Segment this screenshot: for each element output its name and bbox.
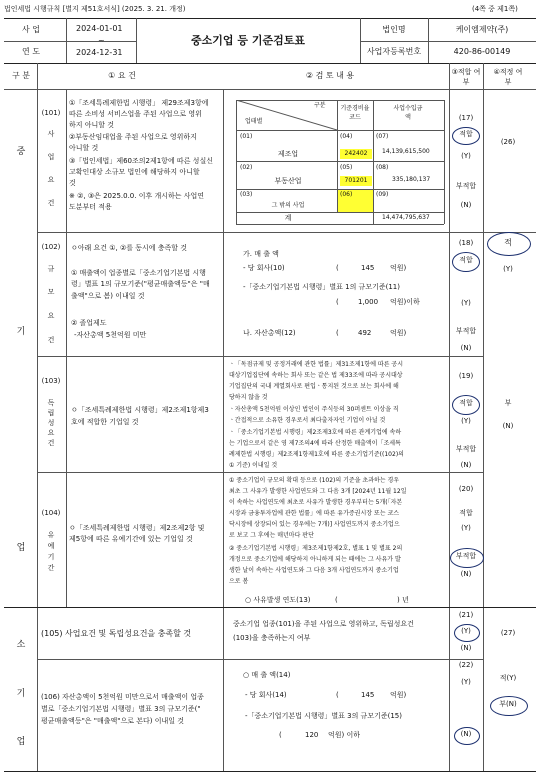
- side-label: 기: [16, 689, 26, 699]
- requirement-line: ㅇ「조세특례제한법 시행령」제2조제1항제3: [71, 406, 209, 414]
- review-line: 닥시장에 상장되어 있는 경우에는 7개)] 사업연도까지 중소기업으: [229, 521, 400, 528]
- fit-number: (17): [458, 114, 474, 122]
- review-line: ① 중소기업이 규모의 확대 등으로 (102)의 기준을 초과하는 경우: [229, 477, 400, 484]
- company-revenue: 145: [361, 691, 375, 699]
- fit-no: (N): [460, 644, 472, 652]
- row-title: 업: [47, 153, 55, 161]
- row-title: 모: [47, 288, 55, 296]
- row-title: 간: [47, 564, 55, 572]
- col-header-category: 구 분: [12, 71, 30, 80]
- row-title: 독: [47, 399, 55, 407]
- standard-label: -「중소기업기본법 시행령」별표 1의 규모기준(11): [243, 283, 400, 291]
- col-header-adequacy: ④적정 여부: [493, 68, 523, 86]
- requirement-line: 호에 적합한 기업일 것: [71, 418, 139, 426]
- border: [449, 63, 450, 771]
- border: [428, 18, 429, 63]
- row-number: (104): [41, 509, 61, 517]
- border: [444, 100, 445, 224]
- review-line: 기업집단의 국내 계열회사로 편입ㆍ통지된 것으로 보는 회사에 해: [229, 383, 399, 390]
- table-header-code: 기준경비율코드: [340, 105, 370, 121]
- row-number: (102): [41, 243, 61, 251]
- unit: ) 년: [397, 596, 409, 604]
- standard-label: -「중소기업기본법 시행령」별표 3의 규모기준(15): [245, 712, 402, 720]
- review-line: ② 중소기업기본법 시행령」제3조제1항제2호, 별표 1 및 별표 2의: [229, 545, 403, 552]
- requirement-line: 따른 소비성 서비스업을 주된 사업으로 영위: [69, 110, 202, 118]
- border: [37, 472, 483, 473]
- border: [4, 18, 536, 19]
- fit-number: (20): [458, 485, 474, 493]
- business-code: 242402: [344, 150, 368, 157]
- border: [37, 356, 483, 357]
- review-line: 으로 봄: [229, 578, 249, 585]
- business-name: 제조업: [277, 150, 299, 158]
- biz-number: 420-86-00149: [453, 47, 511, 56]
- requirement-line: ③「법인세법」제60조의2제1항에 따른 성실신: [69, 157, 213, 165]
- fit-no: (N): [460, 570, 472, 578]
- border: [360, 18, 361, 63]
- revenue-title: ○ 매 출 액(14): [243, 671, 291, 679]
- fit-yes: (Y): [461, 524, 471, 532]
- total-revenue: 14,474,795,637: [382, 214, 430, 221]
- paren: (: [336, 329, 339, 337]
- unit: 억원): [390, 691, 407, 699]
- fit-yes-label: 적합: [459, 130, 473, 138]
- fit-no: (N): [460, 461, 472, 469]
- row-title: 유: [47, 531, 55, 539]
- business-code: 701201: [344, 177, 368, 184]
- review-line: 중소기업 업종(101)을 주된 사업으로 영위하고, 독립성요건: [233, 620, 414, 628]
- row-title: 기: [47, 553, 55, 561]
- standard-value: 1,000: [358, 298, 379, 306]
- cell-number: (09): [376, 191, 389, 198]
- border: [66, 89, 67, 607]
- fit-yes: (Y): [461, 299, 471, 307]
- row-title: 요: [47, 429, 55, 437]
- fit-yes: (Y): [461, 417, 471, 425]
- border: [66, 18, 67, 63]
- border: [136, 18, 137, 63]
- col-header-review: ② 검 토 내 용: [305, 71, 355, 80]
- corp-label: 법인명: [382, 25, 406, 34]
- review-line: 대상기업집단에 속하는 회사 또는 같은 법 제33조에 따라 공시대상: [229, 372, 403, 379]
- side-label: 기: [16, 327, 26, 337]
- standard-value: 120: [305, 731, 319, 739]
- review-line: 례제한법 시행령」제2조제1항제1호에 따른 중소기업기준((102)의: [229, 451, 404, 458]
- requirement-line: 도분부터 적용: [69, 203, 112, 211]
- review-line: 최초 그 사유가 발생한 사업연도와 그 다음 3개 [2024년 11월 12일: [229, 488, 407, 495]
- border: [236, 224, 444, 225]
- company-revenue: 145: [361, 264, 375, 272]
- fit-yes: (Y): [461, 152, 471, 160]
- fit-yes-label: 적합: [459, 509, 473, 517]
- total-label: 계: [284, 214, 292, 222]
- requirement-line: 제5항에 따른 유예기간에 있는 기업일 것: [69, 535, 193, 543]
- occurrence-label: ○ 사유발생 연도(13): [245, 596, 311, 604]
- review-line: ㆍ자산총액 5천억원 이상인 법인이 주식등의 30퍼센트 이상을 직: [229, 406, 399, 413]
- company-revenue-label: - 당 회사(14): [245, 691, 287, 699]
- review-line: ① 기준) 이내일 것: [229, 462, 278, 469]
- row-title: 요: [47, 176, 55, 184]
- border: [360, 41, 536, 42]
- requirement-line: (105) 사업요건 및 독립성요건을 충족할 것: [41, 629, 192, 638]
- fit-yes-label: 적합: [459, 399, 473, 407]
- border: [236, 130, 444, 131]
- requirement-line: ※ ②, ③은 2025.0.0. 이후 개시하는 사업연: [69, 192, 205, 200]
- border: [4, 607, 536, 608]
- row-number: (101): [41, 109, 61, 117]
- corp-name: 케이엠제약(주): [455, 25, 509, 34]
- requirement-line: 하지 아니할 것: [69, 121, 115, 129]
- period-start: 2024-01-01: [76, 24, 123, 33]
- adequacy-yes: 적(Y): [499, 674, 517, 682]
- fit-number: (18): [458, 239, 474, 247]
- side-label: 업: [16, 543, 26, 553]
- border: [37, 63, 38, 771]
- border: [37, 659, 483, 660]
- border: [223, 89, 224, 771]
- requirement-line: 고확인대상 소규모 법인에 해당하지 아니할: [69, 168, 200, 176]
- unit: 억원)이하: [390, 298, 420, 306]
- unit: 억원): [390, 329, 407, 337]
- business-revenue: 335,180,137: [392, 176, 431, 183]
- row-title: 예: [47, 542, 55, 550]
- requirement-line: ①「조세특례제한법 시행령」 제29조제3항에: [69, 99, 209, 107]
- unit: 억원): [390, 264, 407, 272]
- requirement-line: 아니할 것: [69, 144, 99, 152]
- fit-number: (22): [458, 661, 474, 669]
- page-title: 중소기업 등 기준검토표: [191, 34, 305, 47]
- table-header-class: 구분: [314, 102, 326, 109]
- business-name: 그 밖의 사업: [271, 202, 305, 209]
- paren: (: [279, 731, 282, 739]
- adequacy-no-label: 부: [504, 399, 512, 407]
- business-revenue: 14,139,615,500: [382, 148, 430, 155]
- adequacy-yes: (Y): [503, 265, 513, 273]
- row-title: 립: [47, 409, 55, 417]
- requirement-line: 출액"으로 봄) 이내일 것: [71, 292, 145, 300]
- business-name: 부동산업: [274, 177, 302, 185]
- asset-label: 나. 자산총액(12): [243, 329, 296, 337]
- requirement-line: ② 졸업제도: [71, 319, 107, 327]
- fit-yes-label: 적합: [459, 256, 473, 264]
- border: [4, 771, 536, 772]
- cell-number: (02): [240, 164, 253, 171]
- asset-value: 492: [358, 329, 372, 337]
- review-line: 시장과 금융투자업에 관한 법률」에 따른 유가증권시장 또는 코스: [229, 510, 400, 517]
- cell-number: (01): [240, 133, 253, 140]
- col-header-requirement: ① 요 건: [108, 71, 136, 80]
- cell-number: (03): [240, 191, 253, 198]
- border: [236, 161, 444, 162]
- review-line: 로 보고 그 후에는 매년마다 판단: [229, 532, 314, 539]
- fit-no-label: 부적합: [455, 182, 477, 190]
- fit-no: (N): [460, 730, 472, 738]
- company-revenue-label: - 당 회사(10): [243, 264, 285, 272]
- review-line: 개정으로 중소기업에 해당하지 아니하게 되는 때에는 그 사유가 발: [229, 556, 401, 563]
- fit-no-label: 부적합: [455, 552, 477, 560]
- border: [483, 63, 484, 771]
- requirement-line: ②부동산임대업을 주된 사업으로 영위하지: [69, 133, 197, 141]
- requirement-line: 령」별표 1의 규모기준("평균매출액등"은 "매: [71, 280, 210, 288]
- review-line: ㆍ「독점규제 및 공정거래에 관한 법률」제31조제1항에 따른 공시: [229, 361, 404, 368]
- cell-number: (08): [376, 164, 389, 171]
- cell-number: (04): [340, 133, 353, 140]
- row-title: 사: [47, 130, 55, 138]
- review-line: 는 기업으로서 같은 영 제7조의4에 따라 산정한 매출액이「조세특: [229, 440, 401, 447]
- revenue-title: 가. 매 출 액: [243, 250, 279, 258]
- cell-number: (06): [340, 191, 353, 198]
- form-reference: 법인세법 시행규칙 [별지 제51호서식] (2025. 3. 21. 개정): [4, 5, 186, 13]
- row-title: 건: [47, 199, 55, 207]
- requirement-line: -자산총액 5천억원 미만: [74, 331, 147, 339]
- requirement-line: 별로「중소기업기본법 시행령」별표 3의 규모기준(": [41, 705, 201, 713]
- cell-number: (05): [340, 164, 353, 171]
- border: [4, 63, 536, 64]
- col-header-fit: ③적합 여부: [451, 68, 481, 86]
- border: [236, 212, 444, 213]
- row-number: (103): [41, 377, 61, 385]
- requirement-line: 평균매출액등"은 "매출액"으로 본다) 이내일 것: [41, 717, 185, 725]
- adequacy-no: 부(N): [499, 700, 517, 708]
- requirement-line: 것: [69, 179, 76, 187]
- biz-label: 사업자등록번호: [366, 47, 422, 56]
- review-line: 생한 날이 속하는 사업연도와 그 다음 3개 사업연도까지 중소기업: [229, 567, 399, 574]
- requirement-line: ㅇ「조세특례제한법 시행령」제2조제2항 및: [69, 524, 205, 532]
- row-title: 건: [47, 336, 55, 344]
- table-header-revenue: 사업수입금액: [393, 105, 423, 121]
- border: [4, 89, 536, 90]
- border: [373, 100, 374, 224]
- cell-number: (07): [376, 133, 389, 140]
- row-title: 규: [47, 265, 55, 273]
- adequacy-number: (26): [500, 138, 516, 146]
- review-line: ㆍ간접적으로 소유한 경우로서 최다출자자인 기업이 아닐 것: [229, 417, 386, 424]
- review-line: (103)을 충족하는지 여부: [233, 634, 311, 642]
- requirement-line: ㅇ아래 요건 ①, ②를 동시에 충족할 것: [71, 244, 188, 252]
- fit-no: (N): [460, 201, 472, 209]
- paren: (: [336, 264, 339, 272]
- fit-yes: (Y): [461, 627, 471, 635]
- review-line: ㆍ「중소기업기본법 시행령」제2조제3호에 따른 관계기업에 속하: [229, 429, 402, 436]
- requirement-line: (106) 자산총액이 5천억원 미만으로서 매출액이 업종: [41, 693, 204, 701]
- paren: (: [336, 691, 339, 699]
- period-end: 2024-12-31: [76, 48, 123, 57]
- side-label: 중: [16, 147, 26, 157]
- paren: (: [335, 596, 338, 604]
- row-title: 성: [47, 419, 55, 427]
- review-line: 당하지 않을 것: [229, 394, 268, 401]
- side-label: 업: [16, 737, 26, 747]
- review-line: 이 속하는 사업연도에 최초로 사유가 발생한 경우부터는 5개(「자본: [229, 499, 403, 506]
- period-label: 사 업: [22, 25, 40, 34]
- paren: (: [336, 298, 339, 306]
- fit-yes: (Y): [461, 678, 471, 686]
- side-label: 소: [16, 640, 26, 650]
- fit-number: (21): [458, 611, 474, 619]
- fit-number: (19): [458, 372, 474, 380]
- border: [37, 232, 536, 233]
- page-count: (4쪽 중 제1쪽): [472, 5, 518, 13]
- period-label: 연 도: [22, 47, 40, 56]
- requirement-line: ① 매출액이 업종별로「중소기업기본법 시행: [71, 269, 206, 277]
- period-tilde: ~: [98, 36, 105, 45]
- row-title: 요: [47, 312, 55, 320]
- fit-no-label: 부적합: [455, 327, 477, 335]
- fit-no-label: 부적합: [455, 445, 477, 453]
- border: [4, 41, 136, 42]
- adequacy-no: (N): [502, 422, 514, 430]
- table-header-business: 업태별: [245, 118, 263, 125]
- adequacy-yes-label: 적: [504, 238, 512, 247]
- row-title: 건: [47, 439, 55, 447]
- fit-no: (N): [460, 344, 472, 352]
- adequacy-number: (27): [500, 629, 516, 637]
- unit: 억원) 이하: [328, 731, 361, 739]
